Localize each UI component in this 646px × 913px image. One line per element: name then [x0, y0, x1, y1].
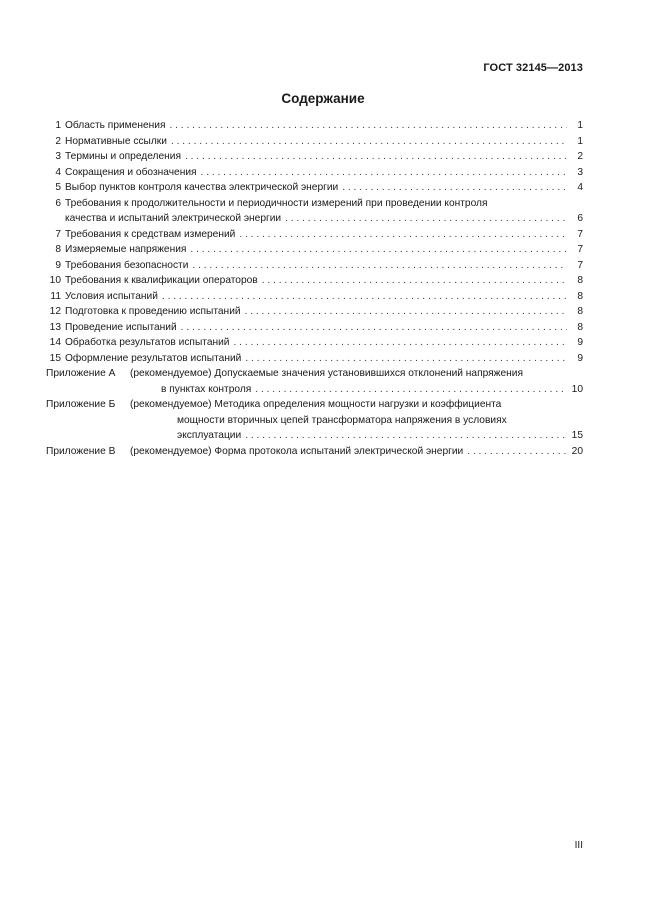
toc-entry-number: 14 [49, 337, 61, 348]
toc-entry-number: 10 [49, 275, 61, 286]
toc-entry-number: 11 [50, 290, 61, 302]
leader-dots [190, 242, 567, 258]
leader-dots [245, 304, 567, 320]
toc-entry-page: 8 [577, 290, 583, 302]
toc-entry-number: 15 [49, 352, 61, 364]
toc-entry-title: Требования безопасности [65, 258, 192, 274]
leader-dots [245, 351, 567, 367]
toc-entry-number: 7 [55, 228, 61, 240]
toc-entry-page: 1 [577, 120, 583, 131]
toc-entry-2[interactable] [46, 134, 583, 150]
toc-entry-page: 8 [577, 306, 583, 317]
appendix-title-continued: эксплуатации [177, 430, 242, 441]
toc-appendix-a-continued[interactable] [46, 382, 583, 398]
appendix-title-continued: в пунктах контроля [161, 383, 252, 395]
standard-code: ГОСТ 32145—2013 [483, 62, 583, 74]
toc-entry-12[interactable] [46, 304, 583, 320]
toc-entry-title: Сокращения и обозначения [65, 165, 201, 181]
toc-entry-page: 1 [577, 135, 583, 147]
toc-entry-number: 1 [55, 120, 61, 131]
toc-entry-page: 4 [577, 182, 583, 193]
toc-entry-number: 6 [55, 197, 61, 209]
toc-entry-page: 3 [577, 166, 583, 178]
toc-entry-number: 5 [55, 182, 61, 193]
leader-dots [467, 444, 567, 460]
toc-entry-title: Нормативные ссылки [65, 134, 171, 150]
leader-dots [245, 428, 567, 444]
toc-entry-title: Требования к средствам измерений [65, 227, 239, 243]
appendix-page: 20 [571, 445, 583, 457]
toc-entry-page: 7 [577, 244, 583, 255]
toc-entry-number: 12 [49, 306, 61, 317]
appendix-title: (рекомендуемое) Методика определения мощности нагрузки и коэффициента [130, 399, 502, 410]
leader-dots [192, 258, 567, 274]
toc-entry-title: Требования к квалификации операторов [65, 273, 262, 289]
toc-entry-title: Проведение испытаний [65, 320, 181, 336]
toc-entry-page: 9 [577, 352, 583, 364]
leader-dots [234, 335, 568, 351]
toc-entry-page: 6 [577, 213, 583, 224]
toc-entry-9[interactable] [46, 258, 583, 274]
toc-entry-3[interactable] [46, 149, 583, 165]
appendix-title: (рекомендуемое) Форма протокола испытаний электрической энергии [130, 445, 464, 457]
leader-dots [162, 289, 567, 305]
leader-dots [255, 382, 567, 398]
leader-dots [185, 149, 567, 165]
toc-entry-10[interactable] [46, 273, 583, 289]
leader-dots [171, 134, 567, 150]
toc-entry-number: 13 [49, 321, 61, 333]
toc-entry-number: 4 [55, 166, 61, 178]
table-of-contents [46, 118, 583, 459]
toc-entry-14[interactable] [46, 335, 583, 351]
toc-entry-5[interactable] [46, 180, 583, 196]
toc-entry-title: Измеряемые напряжения [65, 242, 190, 258]
leader-dots [201, 165, 567, 181]
leader-dots [285, 211, 567, 227]
toc-entry-page: 2 [577, 151, 583, 162]
toc-title: Содержание [281, 91, 365, 106]
toc-entry-6-continued[interactable] [46, 211, 583, 227]
leader-dots [342, 180, 567, 196]
toc-entry-title: Термины и определения [65, 149, 185, 165]
toc-entry-number: 3 [55, 151, 61, 162]
appendix-label: Приложение А [46, 368, 116, 379]
leader-dots [262, 273, 567, 289]
appendix-page: 10 [571, 383, 583, 395]
toc-entry-13[interactable] [46, 320, 583, 336]
toc-appendix-b-continued[interactable] [46, 413, 583, 429]
toc-entry-page: 7 [577, 259, 583, 271]
appendix-label: Приложение В [46, 445, 116, 457]
toc-entry-number: 2 [55, 135, 61, 147]
toc-entry-number: 9 [55, 259, 61, 271]
toc-entry-title: Обработка результатов испытаний [65, 335, 234, 351]
toc-entry-1[interactable] [46, 118, 583, 134]
leader-dots [239, 227, 567, 243]
appendix-title: (рекомендуемое) Допускаемые значения установившихся отклонений напряжения [130, 368, 523, 379]
toc-appendix-b[interactable] [46, 397, 583, 413]
toc-entry-title: Требования к продолжительности и периодичности измерений при проведении контроля [65, 196, 488, 212]
toc-entry-title-continued: качества и испытаний электрической энергии [65, 211, 285, 227]
toc-entry-15[interactable] [46, 351, 583, 367]
toc-entry-11[interactable] [46, 289, 583, 305]
toc-entry-6[interactable] [46, 196, 583, 212]
toc-entry-number: 8 [55, 244, 61, 255]
toc-entry-title: Область применения [65, 118, 169, 134]
toc-entry-title: Условия испытаний [65, 289, 162, 305]
toc-entry-8[interactable] [46, 242, 583, 258]
toc-entry-4[interactable] [46, 165, 583, 181]
toc-entry-page: 8 [577, 275, 583, 286]
toc-appendix-b-continued-2[interactable] [46, 428, 583, 444]
toc-entry-7[interactable] [46, 227, 583, 243]
toc-entry-title: Выбор пунктов контроля качества электрической энергии [65, 180, 342, 196]
toc-appendix-a[interactable] [46, 366, 583, 382]
appendix-page: 15 [571, 430, 583, 441]
leader-dots [169, 118, 567, 134]
toc-entry-page: 7 [577, 228, 583, 240]
leader-dots [181, 320, 567, 336]
toc-entry-page: 9 [577, 337, 583, 348]
appendix-title-continued: мощности вторичных цепей трансформатора напряжения в условиях [177, 414, 507, 426]
appendix-label: Приложение Б [46, 399, 116, 410]
toc-entry-title: Подготовка к проведению испытаний [65, 304, 245, 320]
toc-entry-title: Оформление результатов испытаний [65, 351, 245, 367]
toc-appendix-v[interactable] [46, 444, 583, 460]
toc-entry-page: 8 [577, 321, 583, 333]
page-number: III [574, 840, 583, 851]
